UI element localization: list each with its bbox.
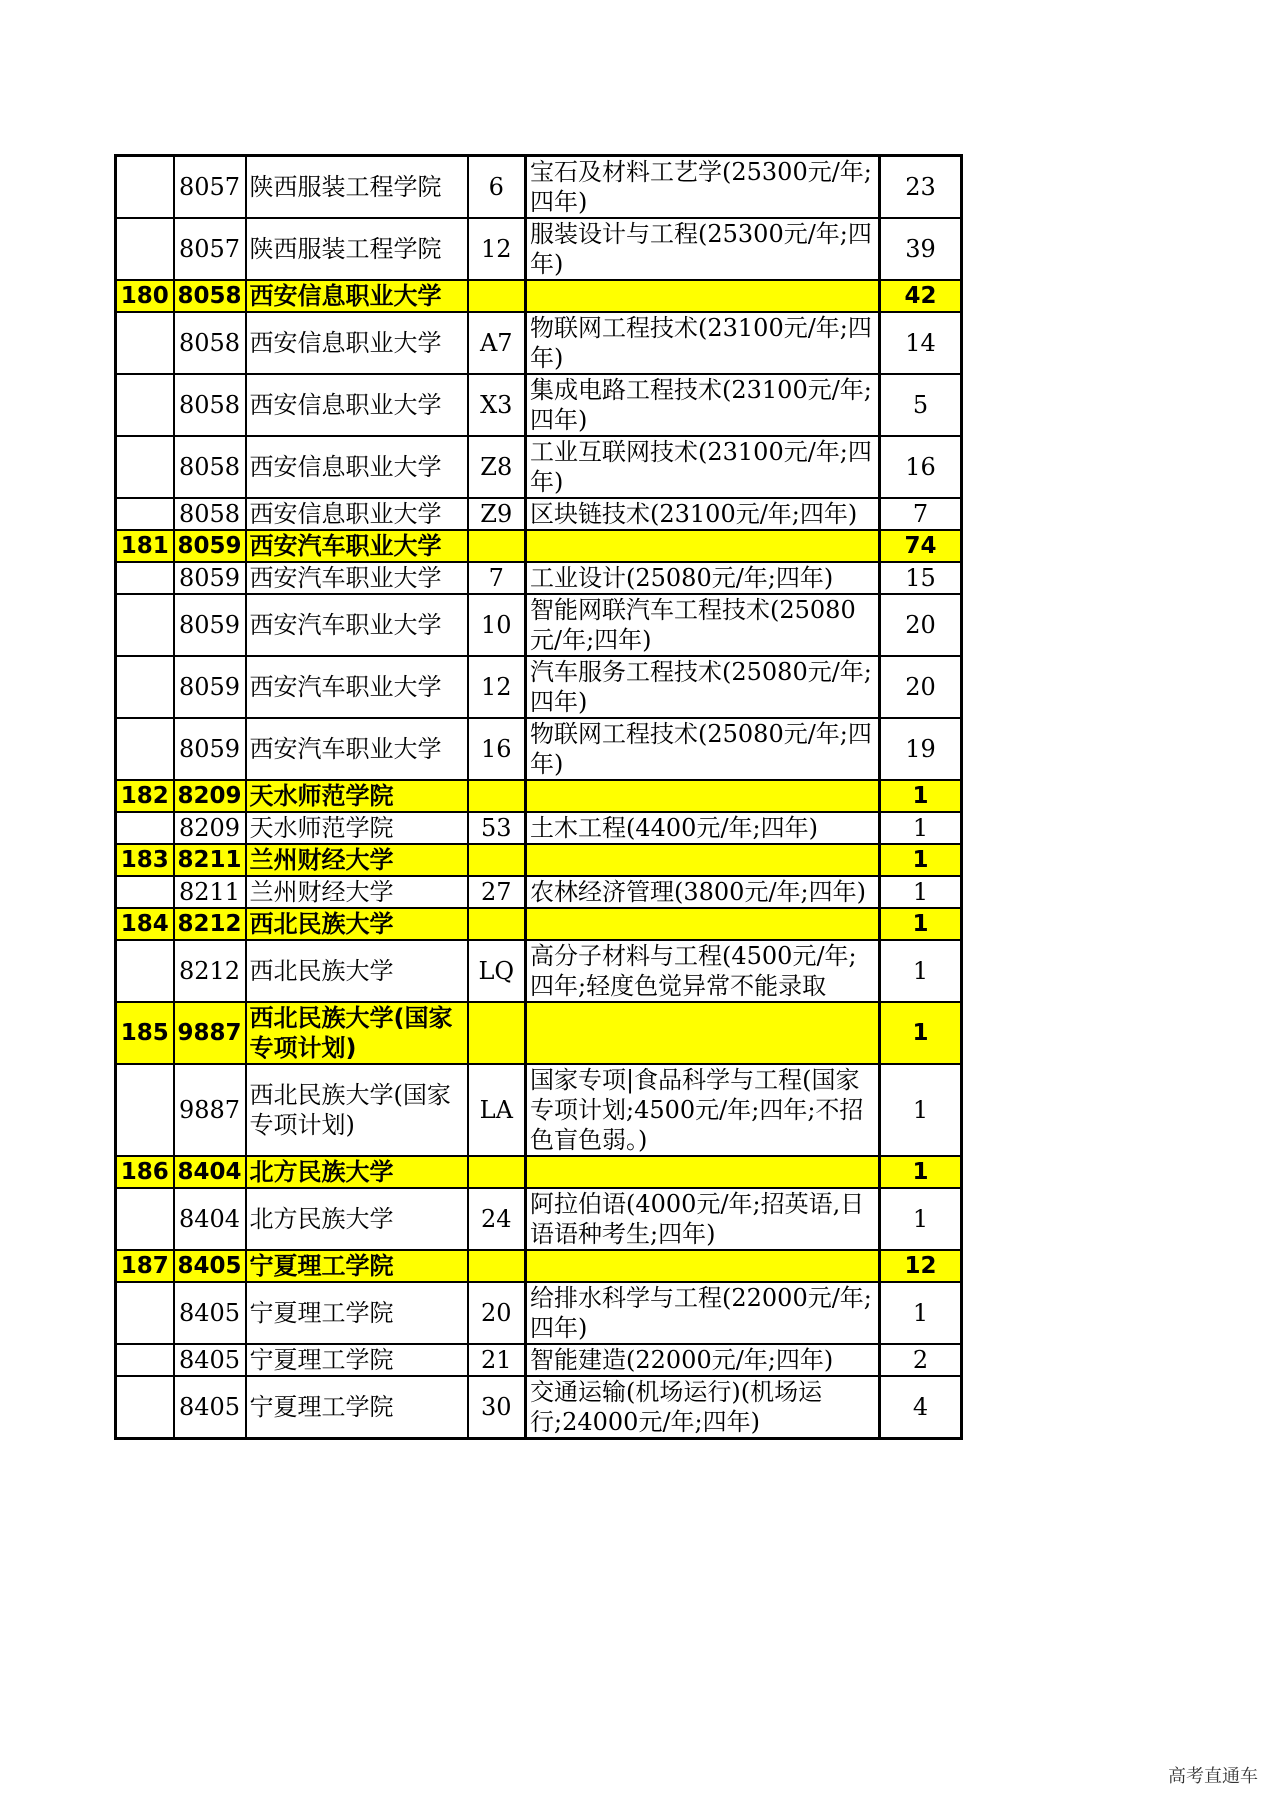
school-summary-row: [116, 908, 962, 940]
seq-cell: [116, 812, 174, 844]
school-code-cell: 8059: [174, 530, 246, 562]
school-name-cell: 西安信息职业大学: [246, 374, 468, 436]
school-name-cell: 西安信息职业大学: [246, 312, 468, 374]
school-code-cell: 8057: [174, 218, 246, 280]
school-name-cell: 宁夏理工学院: [246, 1282, 468, 1344]
school-summary-row: [116, 1002, 962, 1064]
major-code-cell: 53: [468, 812, 526, 844]
school-name-cell: 西北民族大学: [246, 940, 468, 1002]
table-row: [116, 1064, 962, 1156]
major-code-cell: 10: [468, 594, 526, 656]
table-row: [116, 436, 962, 498]
plan-count-cell: 15: [880, 562, 962, 594]
plan-count-cell: 16: [880, 436, 962, 498]
plan-count-cell: 23: [880, 156, 962, 219]
school-code-cell: 8405: [174, 1344, 246, 1376]
major-code-cell: [468, 280, 526, 312]
school-name-cell: 西安信息职业大学: [246, 498, 468, 530]
plan-count-cell: 1: [880, 812, 962, 844]
seq-cell: 185: [116, 1002, 174, 1064]
seq-cell: 186: [116, 1156, 174, 1188]
plan-count-cell: 12: [880, 1250, 962, 1282]
seq-cell: 180: [116, 280, 174, 312]
table-row: [116, 498, 962, 530]
school-name-cell: 宁夏理工学院: [246, 1376, 468, 1439]
major-name-cell: 物联网工程技术(25080元/年;四年): [526, 718, 880, 780]
plan-count-cell: 1: [880, 1282, 962, 1344]
school-name-cell: 兰州财经大学: [246, 876, 468, 908]
school-name-cell: 陕西服装工程学院: [246, 156, 468, 219]
school-summary-row: [116, 530, 962, 562]
table-row: [116, 594, 962, 656]
major-name-cell: 智能建造(22000元/年;四年): [526, 1344, 880, 1376]
table-row: [116, 1188, 962, 1250]
major-name-cell: 国家专项|食品科学与工程(国家专项计划;4500元/年;四年;不招色盲色弱。): [526, 1064, 880, 1156]
school-summary-row: [116, 780, 962, 812]
school-name-cell: 西安汽车职业大学: [246, 656, 468, 718]
plan-count-cell: 1: [880, 1156, 962, 1188]
school-summary-row: [116, 280, 962, 312]
school-name-cell: 西安汽车职业大学: [246, 530, 468, 562]
plan-count-cell: 7: [880, 498, 962, 530]
table-body: [116, 156, 962, 1439]
major-name-cell: 给排水科学与工程(22000元/年;四年): [526, 1282, 880, 1344]
school-name-cell: 西北民族大学(国家专项计划): [246, 1002, 468, 1064]
plan-count-cell: 1: [880, 780, 962, 812]
table-row: [116, 374, 962, 436]
major-code-cell: 6: [468, 156, 526, 219]
major-name-cell: [526, 530, 880, 562]
school-name-cell: 陕西服装工程学院: [246, 218, 468, 280]
school-name-cell: 宁夏理工学院: [246, 1250, 468, 1282]
seq-cell: 182: [116, 780, 174, 812]
seq-cell: [116, 498, 174, 530]
major-code-cell: Z9: [468, 498, 526, 530]
major-code-cell: 12: [468, 656, 526, 718]
school-summary-row: [116, 1156, 962, 1188]
plan-count-cell: 1: [880, 1188, 962, 1250]
major-name-cell: 土木工程(4400元/年;四年): [526, 812, 880, 844]
seq-cell: [116, 436, 174, 498]
seq-cell: [116, 562, 174, 594]
seq-cell: [116, 374, 174, 436]
major-code-cell: 7: [468, 562, 526, 594]
school-name-cell: 西安信息职业大学: [246, 436, 468, 498]
table-row: [116, 1282, 962, 1344]
major-code-cell: X3: [468, 374, 526, 436]
seq-cell: 187: [116, 1250, 174, 1282]
school-code-cell: 8058: [174, 280, 246, 312]
school-name-cell: 西安信息职业大学: [246, 280, 468, 312]
school-code-cell: 8212: [174, 940, 246, 1002]
major-code-cell: LA: [468, 1064, 526, 1156]
major-name-cell: 农林经济管理(3800元/年;四年): [526, 876, 880, 908]
school-code-cell: 8059: [174, 562, 246, 594]
school-code-cell: 8059: [174, 718, 246, 780]
major-code-cell: 24: [468, 1188, 526, 1250]
school-code-cell: 9887: [174, 1064, 246, 1156]
school-name-cell: 西安汽车职业大学: [246, 594, 468, 656]
major-code-cell: Z8: [468, 436, 526, 498]
seq-cell: [116, 1188, 174, 1250]
school-code-cell: 8059: [174, 656, 246, 718]
major-code-cell: [468, 530, 526, 562]
table-row: [116, 1376, 962, 1439]
plan-count-cell: 1: [880, 844, 962, 876]
plan-count-cell: 42: [880, 280, 962, 312]
major-name-cell: 汽车服务工程技术(25080元/年;四年): [526, 656, 880, 718]
major-name-cell: 智能网联汽车工程技术(25080元/年;四年): [526, 594, 880, 656]
school-name-cell: 西安汽车职业大学: [246, 718, 468, 780]
major-code-cell: 12: [468, 218, 526, 280]
major-code-cell: LQ: [468, 940, 526, 1002]
seq-cell: 184: [116, 908, 174, 940]
table-row: [116, 812, 962, 844]
major-code-cell: 27: [468, 876, 526, 908]
plan-count-cell: 14: [880, 312, 962, 374]
table-row: [116, 156, 962, 219]
major-name-cell: 集成电路工程技术(23100元/年;四年): [526, 374, 880, 436]
major-code-cell: [468, 780, 526, 812]
school-name-cell: 天水师范学院: [246, 812, 468, 844]
major-name-cell: 工业设计(25080元/年;四年): [526, 562, 880, 594]
school-code-cell: 8404: [174, 1188, 246, 1250]
school-code-cell: 8057: [174, 156, 246, 219]
plan-count-cell: 2: [880, 1344, 962, 1376]
major-code-cell: 20: [468, 1282, 526, 1344]
major-code-cell: A7: [468, 312, 526, 374]
table-row: [116, 218, 962, 280]
seq-cell: 181: [116, 530, 174, 562]
major-name-cell: 服装设计与工程(25300元/年;四年): [526, 218, 880, 280]
school-code-cell: 8058: [174, 374, 246, 436]
school-code-cell: 8059: [174, 594, 246, 656]
major-name-cell: 宝石及材料工艺学(25300元/年;四年): [526, 156, 880, 219]
seq-cell: [116, 156, 174, 219]
table-row: [116, 940, 962, 1002]
school-code-cell: 8211: [174, 844, 246, 876]
school-name-cell: 西北民族大学(国家专项计划): [246, 1064, 468, 1156]
plan-count-cell: 1: [880, 876, 962, 908]
school-summary-row: [116, 844, 962, 876]
school-code-cell: 8058: [174, 498, 246, 530]
table-row: [116, 312, 962, 374]
school-name-cell: 西安汽车职业大学: [246, 562, 468, 594]
major-name-cell: 工业互联网技术(23100元/年;四年): [526, 436, 880, 498]
table-row: [116, 1344, 962, 1376]
plan-count-cell: 1: [880, 940, 962, 1002]
plan-count-cell: 74: [880, 530, 962, 562]
table-row: [116, 718, 962, 780]
seq-cell: [116, 218, 174, 280]
school-name-cell: 西北民族大学: [246, 908, 468, 940]
table-row: [116, 562, 962, 594]
major-code-cell: [468, 1156, 526, 1188]
plan-count-cell: 1: [880, 1002, 962, 1064]
major-code-cell: [468, 844, 526, 876]
admissions-table: [114, 154, 963, 1440]
major-code-cell: 30: [468, 1376, 526, 1439]
major-name-cell: 交通运输(机场运行)(机场运行;24000元/年;四年): [526, 1376, 880, 1439]
school-code-cell: 8404: [174, 1156, 246, 1188]
school-code-cell: 8211: [174, 876, 246, 908]
seq-cell: 183: [116, 844, 174, 876]
major-name-cell: [526, 844, 880, 876]
school-code-cell: 8212: [174, 908, 246, 940]
major-name-cell: 区块链技术(23100元/年;四年): [526, 498, 880, 530]
seq-cell: [116, 718, 174, 780]
major-code-cell: [468, 908, 526, 940]
seq-cell: [116, 1376, 174, 1439]
school-name-cell: 北方民族大学: [246, 1188, 468, 1250]
major-name-cell: [526, 780, 880, 812]
plan-count-cell: 5: [880, 374, 962, 436]
school-code-cell: 8405: [174, 1282, 246, 1344]
school-code-cell: 8209: [174, 780, 246, 812]
seq-cell: [116, 876, 174, 908]
school-code-cell: 8058: [174, 312, 246, 374]
school-code-cell: 8405: [174, 1376, 246, 1439]
major-code-cell: [468, 1250, 526, 1282]
plan-count-cell: 1: [880, 1064, 962, 1156]
major-name-cell: 高分子材料与工程(4500元/年;四年;轻度色觉异常不能录取: [526, 940, 880, 1002]
table-row: [116, 876, 962, 908]
major-code-cell: 21: [468, 1344, 526, 1376]
school-code-cell: 8405: [174, 1250, 246, 1282]
major-name-cell: [526, 908, 880, 940]
major-name-cell: 阿拉伯语(4000元/年;招英语,日语语种考生;四年): [526, 1188, 880, 1250]
seq-cell: [116, 656, 174, 718]
table-row: [116, 656, 962, 718]
major-name-cell: [526, 1250, 880, 1282]
major-name-cell: [526, 280, 880, 312]
school-code-cell: 9887: [174, 1002, 246, 1064]
school-code-cell: 8058: [174, 436, 246, 498]
school-name-cell: 宁夏理工学院: [246, 1344, 468, 1376]
school-name-cell: 天水师范学院: [246, 780, 468, 812]
school-name-cell: 北方民族大学: [246, 1156, 468, 1188]
plan-count-cell: 39: [880, 218, 962, 280]
major-code-cell: 16: [468, 718, 526, 780]
plan-count-cell: 20: [880, 594, 962, 656]
plan-count-cell: 20: [880, 656, 962, 718]
school-name-cell: 兰州财经大学: [246, 844, 468, 876]
seq-cell: [116, 1282, 174, 1344]
major-name-cell: 物联网工程技术(23100元/年;四年): [526, 312, 880, 374]
plan-count-cell: 1: [880, 908, 962, 940]
major-name-cell: [526, 1156, 880, 1188]
major-code-cell: [468, 1002, 526, 1064]
plan-count-cell: 19: [880, 718, 962, 780]
school-code-cell: 8209: [174, 812, 246, 844]
plan-count-cell: 4: [880, 1376, 962, 1439]
watermark-text: 高考直通车: [1168, 1766, 1258, 1787]
major-name-cell: [526, 1002, 880, 1064]
seq-cell: [116, 1064, 174, 1156]
seq-cell: [116, 594, 174, 656]
seq-cell: [116, 940, 174, 1002]
seq-cell: [116, 1344, 174, 1376]
school-summary-row: [116, 1250, 962, 1282]
seq-cell: [116, 312, 174, 374]
